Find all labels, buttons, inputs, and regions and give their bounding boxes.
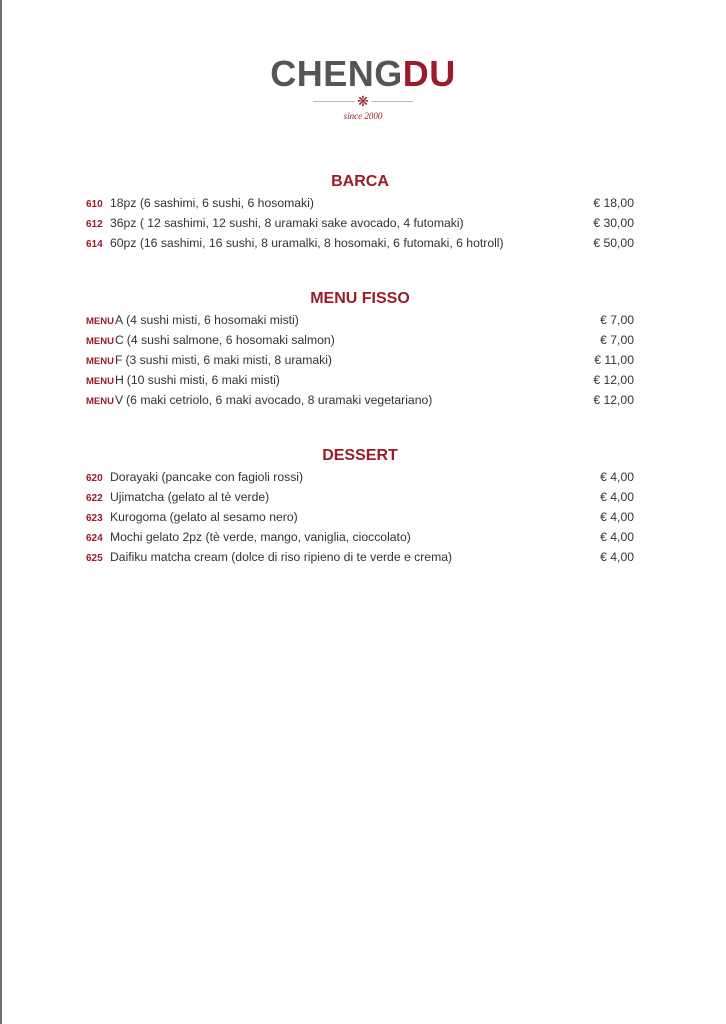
item-code: 623 <box>86 513 103 524</box>
item-price: € 30,00 <box>593 216 634 230</box>
logo-word-part1: CHENG <box>270 53 403 94</box>
menu-letter: H <box>114 373 124 387</box>
item-description: Dorayaki (pancake con fagioli rossi) <box>110 470 304 484</box>
item-price: € 4,00 <box>600 550 634 564</box>
menu-item-row <box>86 467 634 487</box>
section-title-barca: BARCA <box>331 173 389 190</box>
item-description: 36pz ( 12 sashimi, 12 sushi, 8 uramaki sake avocado, 4 futomaki) <box>110 216 464 230</box>
item-description: Ujimatcha (gelato al tè verde) <box>110 490 270 504</box>
logo-word-part2: DU <box>402 53 456 94</box>
restaurant-logo <box>0 52 726 121</box>
menu-item-row <box>86 330 634 350</box>
menu-label: MENU <box>86 336 114 347</box>
item-description: (6 maki cetriolo, 6 maki avocado, 8 uramaki vegetariano) <box>126 393 433 407</box>
item-price: € 4,00 <box>600 490 634 504</box>
menu-item-row <box>86 507 634 527</box>
item-price: € 4,00 <box>600 510 634 524</box>
menu-letter: V <box>114 393 124 407</box>
item-description: Mochi gelato 2pz (tè verde, mango, vaniglia, cioccolato) <box>110 530 411 544</box>
section-title-dessert: DESSERT <box>322 447 398 464</box>
item-price: € 12,00 <box>593 373 634 387</box>
item-code: 622 <box>86 493 103 504</box>
menu-label: MENU <box>86 376 114 387</box>
section-barca <box>86 172 634 253</box>
item-description: (3 sushi misti, 6 maki misti, 8 uramaki) <box>125 353 332 367</box>
item-description: 60pz (16 sashimi, 16 sushi, 8 uramalki, 8 hosomaki, 6 futomaki, 6 hotroll) <box>110 236 504 250</box>
logo-since: since 2000 <box>343 111 383 121</box>
menu-letter: A <box>114 313 124 327</box>
logo-wordmark <box>0 52 726 96</box>
flower-icon: ❋ <box>357 93 369 109</box>
item-price: € 12,00 <box>593 393 634 407</box>
menu-letter: F <box>114 353 123 367</box>
item-code: 620 <box>86 473 103 484</box>
item-price: € 11,00 <box>594 353 634 367</box>
menu-item-row <box>86 547 634 567</box>
item-code: 625 <box>86 553 103 564</box>
item-price: € 4,00 <box>600 530 634 544</box>
logo-divider-line-right <box>371 101 413 102</box>
menu-item-row <box>86 213 634 233</box>
menu-item-row <box>86 370 634 390</box>
item-description: 18pz (6 sashimi, 6 sushi, 6 hosomaki) <box>110 196 314 210</box>
item-description: (4 sushi misti, 6 hosomaki misti) <box>126 313 299 327</box>
menu-item-row <box>86 310 634 330</box>
item-price: € 50,00 <box>593 236 634 250</box>
menu-item-row <box>86 193 634 213</box>
item-code: 614 <box>86 239 103 250</box>
menu-item-row <box>86 487 634 507</box>
menu-item-row <box>86 350 634 370</box>
section-menu-fisso <box>86 289 634 410</box>
item-price: € 4,00 <box>600 470 634 484</box>
section-dessert <box>86 446 634 567</box>
menu-item-row <box>86 527 634 547</box>
logo-divider <box>313 93 413 109</box>
item-description: (4 sushi salmone, 6 hosomaki salmon) <box>126 333 335 347</box>
item-price: € 7,00 <box>600 313 634 327</box>
item-description: Daifiku matcha cream (dolce di riso ripieno di te verde e crema) <box>110 550 453 564</box>
item-code: 624 <box>86 533 103 544</box>
menu-label: MENU <box>86 316 114 327</box>
menu-label: MENU <box>86 396 114 407</box>
item-price: € 18,00 <box>593 196 634 210</box>
section-title-menu-fisso: MENU FISSO <box>310 290 410 307</box>
item-code: 612 <box>86 219 103 230</box>
item-description: Kurogoma (gelato al sesamo nero) <box>110 510 298 524</box>
menu-item-row <box>86 233 634 253</box>
item-price: € 7,00 <box>600 333 634 347</box>
item-description: (10 sushi misti, 6 maki misti) <box>126 373 280 387</box>
item-code: 610 <box>86 199 103 210</box>
menu-letter: C <box>114 333 124 347</box>
page-left-border <box>0 0 2 1024</box>
menu-label: MENU <box>86 356 114 367</box>
logo-divider-line-left <box>313 101 355 102</box>
menu-item-row <box>86 390 634 410</box>
